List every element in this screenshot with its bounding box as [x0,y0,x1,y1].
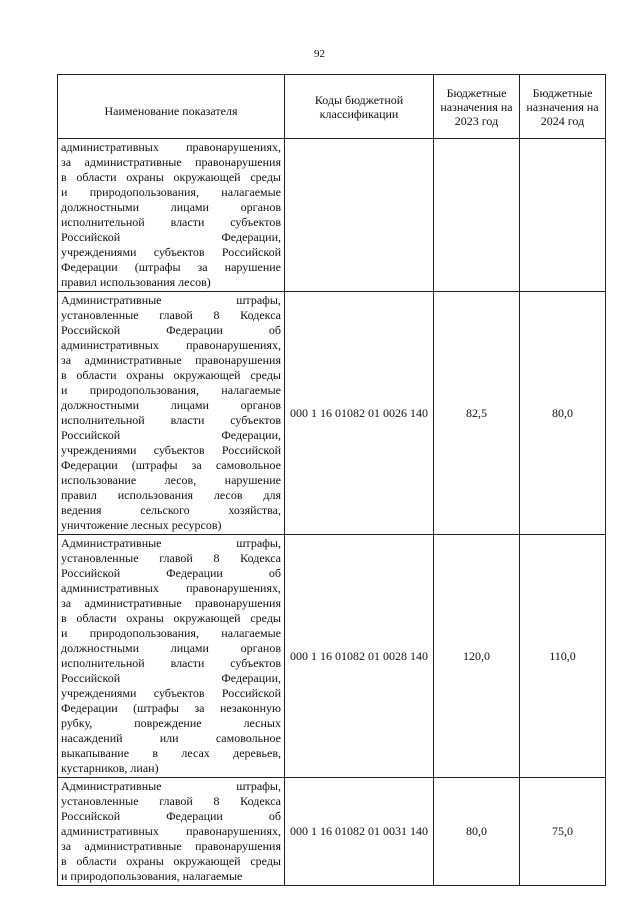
indicator-name-line: должностными лицами органов [61,641,281,655]
indicator-name-line: в области охраны окружающей среды [61,854,281,868]
table-header-row [58,75,606,139]
indicator-name-line: Административные штрафы, [61,293,281,307]
value-2023: 120,0 [434,535,520,778]
value-2023 [434,139,520,292]
indicator-name-line: административных правонарушениях, [61,140,281,154]
indicator-name-line: в области охраны окружающей среды [61,170,281,184]
indicator-name-line: насаждений или самовольное [61,731,281,745]
indicator-name-line: за административные правонарушения [61,155,281,169]
indicator-name-line: кустарников, лиан) [61,761,159,775]
indicator-name-line: должностными лицами органов [61,398,281,412]
value-2024 [520,139,606,292]
indicator-name-line: учреждениями субъектов Российской [61,686,281,700]
indicator-name-line: Российской Федерации, [61,428,281,442]
header-name: Наименование показателя [58,75,285,139]
value-2023: 82,5 [434,292,520,535]
indicator-name-line: за административные правонарушения [61,839,281,853]
indicator-name-line: должностными лицами органов [61,200,281,214]
indicator-name-line: за административные правонарушения [61,596,281,610]
indicator-name-line: Российской Федерации об [61,323,281,337]
indicator-name-line: установленные главой 8 Кодекса [61,308,281,322]
indicator-name-line: административных правонарушениях, [61,824,281,838]
table-row [58,778,606,886]
indicator-name-line: учреждениями субъектов Российской [61,245,281,259]
indicator-name-line: использование лесов, нарушение [61,473,281,487]
budget-code: 000 1 16 01082 01 0031 140 [285,778,434,886]
indicator-name-line: правил использования лесов для [61,488,281,502]
indicator-name-line: Федерации (штрафы за нарушение [61,260,281,274]
indicator-name-line: уничтожение лесных ресурсов) [61,518,222,532]
header-code: Коды бюджетной классификации [285,75,434,139]
indicator-name-line: исполнительной власти субъектов [61,413,281,427]
indicator-name-line: исполнительной власти субъектов [61,656,281,670]
indicator-name-line: за административные правонарушения [61,353,281,367]
value-2024: 110,0 [520,535,606,778]
indicator-name-line: учреждениями субъектов Российской [61,443,281,457]
indicator-name-line: и природопользования, налагаемые [61,869,243,883]
indicator-name-line: Российской Федерации, [61,671,281,685]
budget-code: 000 1 16 01082 01 0026 140 [285,292,434,535]
table-row [58,139,606,292]
indicator-name-line: выкапывание в лесах деревьев, [61,746,281,760]
indicator-name-line: Российской Федерации об [61,566,281,580]
indicator-name [58,292,285,535]
budget-code: 000 1 16 01082 01 0028 140 [285,535,434,778]
value-2023: 80,0 [434,778,520,886]
header-2024: Бюджетные назначения на 2024 год [520,75,606,139]
indicator-name-line: исполнительной власти субъектов [61,215,281,229]
value-2024: 75,0 [520,778,606,886]
indicator-name-line: установленные главой 8 Кодекса [61,794,281,808]
indicator-name-line: Административные штрафы, [61,536,281,550]
indicator-name [58,778,285,886]
indicator-name-line: установленные главой 8 Кодекса [61,551,281,565]
indicator-name-line: в области охраны окружающей среды [61,611,281,625]
indicator-name-line: ведения сельского хозяйства, [61,503,281,517]
budget-code [285,139,434,292]
indicator-name-line: и природопользования, налагаемые [61,383,281,397]
page-number: 92 [314,48,325,60]
indicator-name-line: и природопользования, налагаемые [61,185,281,199]
indicator-name-line: правил использования лесов) [61,275,211,289]
header-2023: Бюджетные назначения на 2023 год [434,75,520,139]
indicator-name-line: в области охраны окружающей среды [61,368,281,382]
indicator-name-line: Федерации (штрафы за самовольное [61,458,281,472]
indicator-name-line: Федерации (штрафы за незаконную [61,701,281,715]
indicator-name [58,535,285,778]
table-row [58,535,606,778]
indicator-name-line: административных правонарушениях, [61,581,281,595]
indicator-name-line: Административные штрафы, [61,779,281,793]
indicator-name-line: и природопользования, налагаемые [61,626,281,640]
indicator-name-line: Российской Федерации, [61,230,281,244]
indicator-name [58,139,285,292]
indicator-name-line: административных правонарушениях, [61,338,281,352]
table-row [58,292,606,535]
value-2024: 80,0 [520,292,606,535]
budget-table [57,74,606,886]
indicator-name-line: рубку, повреждение лесных [61,716,281,730]
indicator-name-line: Российской Федерации об [61,809,281,823]
